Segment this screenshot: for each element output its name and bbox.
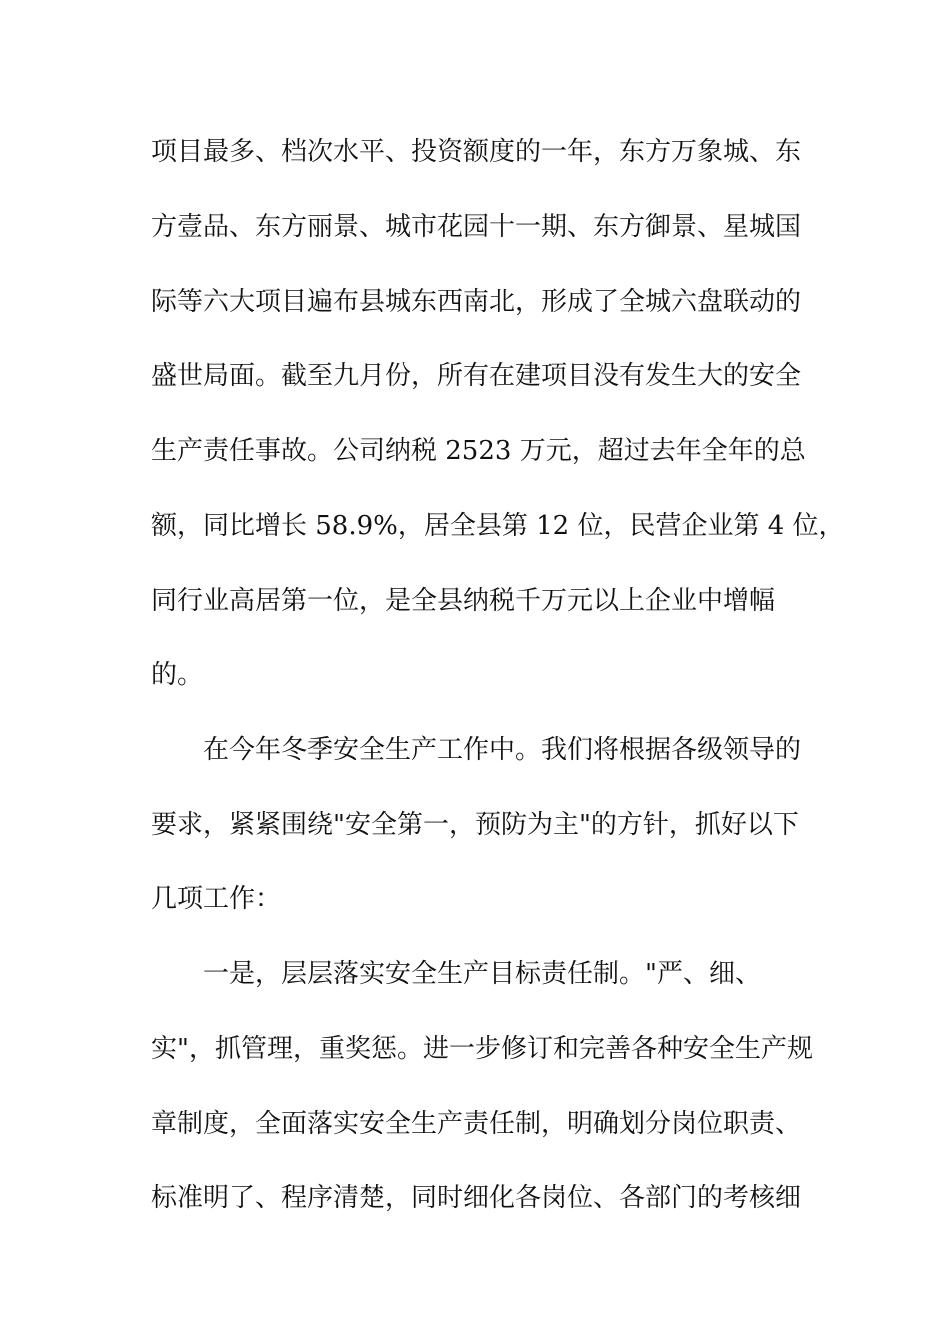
text-line: 的。 xyxy=(151,660,204,690)
text-line: 几项工作： xyxy=(151,884,282,914)
text-line: 同行业高居第一位，是全县纳税千万元以上企业中增幅 xyxy=(151,586,776,616)
paragraph-first-line: 在今年冬季安全生产工作中。我们将根据各级领导的 xyxy=(203,735,802,765)
text-line: 要求，紧紧围绕"安全第一，预防为主"的方针，抓好以下 xyxy=(151,810,799,840)
text-line: 际等六大项目遍布县城东西南北，形成了全城六盘联动的 xyxy=(151,287,802,317)
text-line: 生产责任事故。公司纳税 2523 万元，超过去年全年的总 xyxy=(151,436,806,466)
text-line: 项目最多、档次水平、投资额度的一年，东方万象城、东 xyxy=(151,137,802,167)
text-line: 章制度，全面落实安全生产责任制，明确划分岗位职责、 xyxy=(151,1109,802,1139)
text-line: 额，同比增长 58.9%，居全县第 12 位，民营企业第 4 位， xyxy=(151,511,845,541)
text-line: 标准明了、程序清楚，同时细化各岗位、各部门的考核细 xyxy=(151,1183,802,1213)
text-line: 实"，抓管理，重奖惩。进一步修订和完善各种安全生产规 xyxy=(151,1034,813,1064)
text-line: 方壹品、东方丽景、城市花园十一期、东方御景、星城国 xyxy=(151,212,802,242)
text-line: 盛世局面。截至九月份，所有在建项目没有发生大的安全 xyxy=(151,361,802,391)
paragraph-first-line: 一是，层层落实安全生产目标责任制。"严、细、 xyxy=(203,959,761,989)
